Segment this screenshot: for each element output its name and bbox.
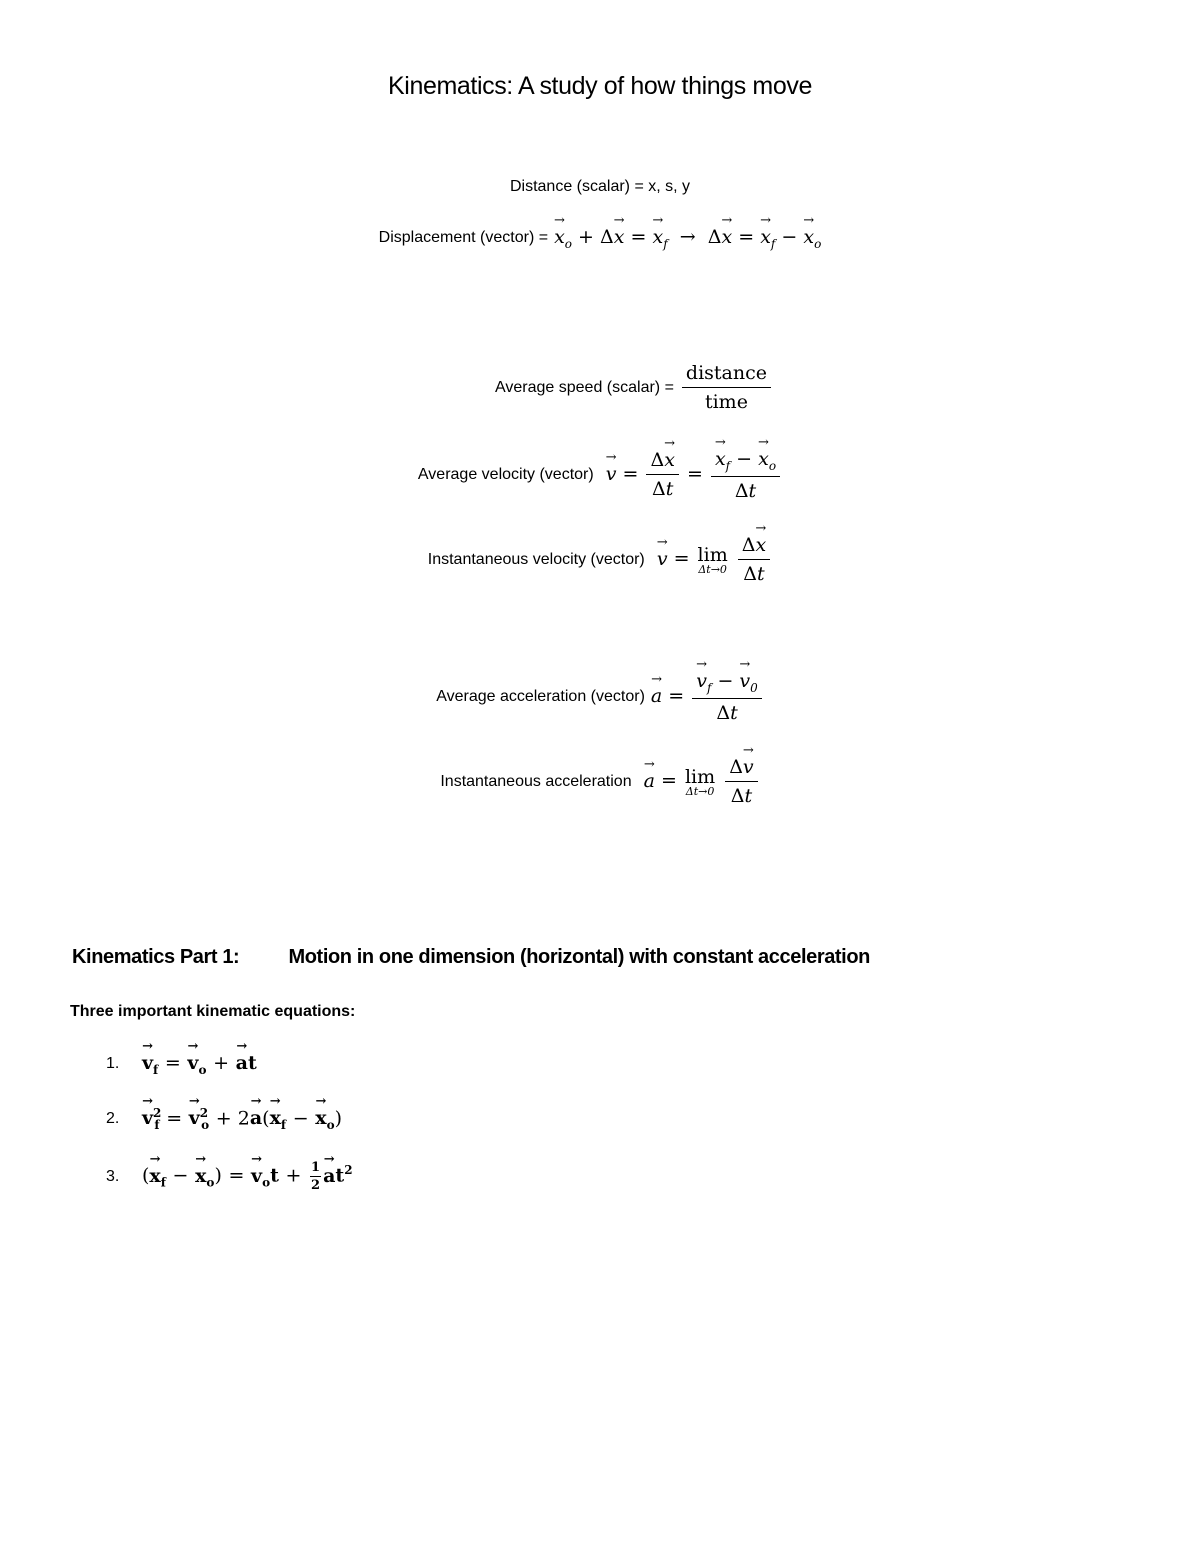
displacement-formula: → $x_o + \Delta\to x$ = → $x_f \to \Delta\to x$ = → $x_f$ − → $x_o$ (554, 226, 821, 251)
equation-number: 1. (106, 1055, 120, 1073)
instantaneous-acceleration-definition (0, 756, 1200, 807)
instantaneous-acceleration-formula: → a = lim Δt→0 $\frac{\Delta\to v}{\Delta t}$ (638, 756, 760, 807)
kinematic-equation-1 (106, 1052, 257, 1077)
average-acceleration-definition (0, 670, 1200, 724)
equation-formula: (→ $x_f$ − → $x_o$) = → $v_ot$ + $\frac{1}{2}$ → $at^2$ (142, 1160, 353, 1193)
distance-definition: Distance (scalar) = x, s, y (509, 178, 691, 195)
average-speed-fraction (682, 362, 771, 413)
fraction-numerator: distance (682, 362, 771, 388)
instantaneous-velocity-definition (0, 534, 1200, 585)
implies-arrow: → (679, 226, 696, 248)
average-velocity-formula: → v = $\frac{\Delta\to x}{\Delta t}$ = → $\frac{x_f - \to x_o}{\Delta t}$ (600, 448, 782, 502)
instantaneous-velocity-formula: → v = lim Δt→0 $\frac{\Delta\to x}{\Delta t}$ (651, 534, 772, 585)
kinematic-equation-3 (106, 1160, 353, 1193)
average-velocity-definition (0, 448, 1200, 502)
instantaneous-velocity-label: Instantaneous velocity (vector) (427, 550, 645, 568)
equation-formula: → $v^2_f$ = → $v^2_o + 2\to a(\to x_f$ − → $x_o$) (142, 1106, 342, 1132)
equation-number: 2. (106, 1110, 120, 1128)
average-acceleration-label: Average acceleration (vector) (436, 687, 645, 705)
average-speed-definition (0, 362, 1200, 413)
kinematic-equation-2 (106, 1106, 342, 1132)
average-velocity-label: Average velocity (vector) (417, 465, 594, 483)
section-description: Motion in one dimension (horizontal) with constant acceleration (288, 946, 870, 968)
section-label: Kinematics Part 1: (72, 946, 240, 968)
fraction-denominator: time (704, 391, 748, 413)
equations-heading: Three important kinematic equations: (70, 1003, 356, 1020)
section-heading (72, 946, 870, 969)
equation-formula: → $v_f$ = → $v_o$ + → at (142, 1052, 257, 1077)
page-title: Kinematics: A study of how things move (388, 72, 812, 100)
displacement-label: Displacement (vector) = (378, 229, 549, 247)
equation-number: 3. (106, 1167, 120, 1185)
instantaneous-acceleration-label: Instantaneous acceleration (440, 772, 632, 790)
average-speed-label: Average speed (scalar) = (495, 378, 674, 396)
average-acceleration-formula: → a = → $\frac{v_f - \to v_0}{\Delta t}$ (651, 670, 764, 724)
displacement-definition (0, 226, 1200, 251)
